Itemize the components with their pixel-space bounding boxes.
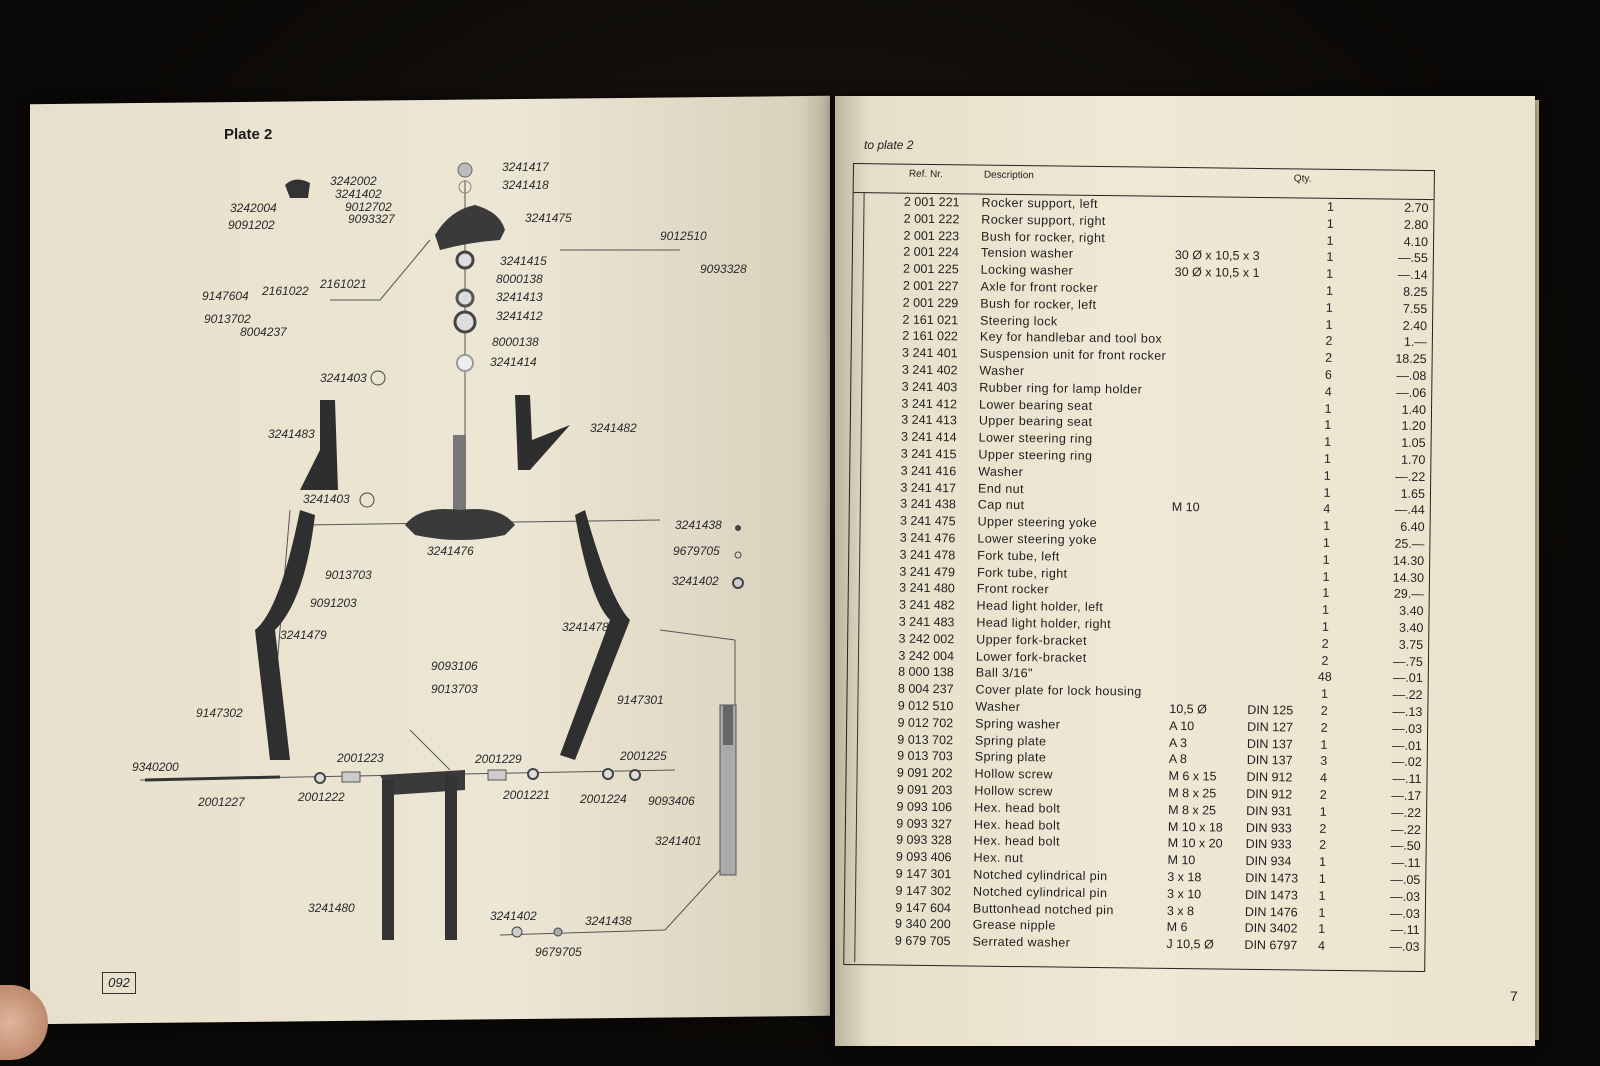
cell-din: DIN 137 [1246,753,1293,768]
cell-price: —.11 [1390,923,1420,938]
cell-desc: Rubber ring for lamp holder [979,380,1143,397]
cell-ref: 3 241 412 [901,396,958,411]
cell-desc: Ball 3/16" [975,665,1033,681]
cell-ref: 9 093 328 [896,832,952,848]
cell-price: —.01 [1392,671,1423,686]
cell-dim: M 6 [1166,920,1188,935]
cell-price: —.22 [1395,469,1426,484]
header-ref: Ref. Nr. [908,168,943,181]
part-label: 9679705 [673,544,720,558]
cell-desc: Notched cylindrical pin [973,867,1108,884]
cell-desc: Rocker support, right [981,212,1106,228]
cell-desc: Washer [979,363,1025,379]
cell-qty: 1 [1326,266,1334,282]
cell-desc: Rocker support, left [981,195,1098,211]
cell-price: —.75 [1392,654,1424,669]
cell-qty: 4 [1317,938,1326,954]
cell-desc: Hex. head bolt [973,817,1061,833]
part-label: 9093106 [431,659,478,673]
cell-ref: 3 241 483 [898,614,955,630]
cell-qty: 1 [1325,317,1333,332]
cell-ref: 2 001 225 [903,261,959,277]
cell-dim: M 8 x 25 [1168,802,1217,818]
cell-dim: A 3 [1168,735,1188,750]
cell-ref: 9 013 703 [897,748,953,764]
cell-din: DIN 933 [1245,820,1292,836]
cell-ref: 3 241 475 [899,513,956,529]
part-label: 3241478 [562,620,609,634]
cell-desc: Axle for front rocker [980,279,1099,296]
part-label: 2161022 [262,284,309,298]
cell-qty: 2 [1319,787,1327,802]
cell-din: DIN 3402 [1244,921,1298,936]
cell-price: 18.25 [1395,351,1427,367]
cell-din: DIN 1473 [1245,870,1299,886]
cell-din: DIN 912 [1246,770,1293,785]
cell-ref: 9 091 202 [896,765,953,781]
cell-desc: Lower steering ring [978,430,1093,447]
cell-qty: 2 [1325,334,1333,349]
cell-qty: 1 [1324,401,1332,416]
cell-qty: 1 [1326,233,1334,248]
cell-qty: 1 [1318,871,1326,886]
cell-price: —.01 [1391,738,1423,753]
part-label: 3241412 [496,309,543,323]
part-label: 2001221 [503,788,550,802]
cell-ref: 8 000 138 [898,664,954,680]
cell-ref: 3 241 438 [900,496,956,512]
part-label: 9340200 [132,760,179,774]
cell-qty: 1 [1326,199,1335,214]
cell-desc: Cap nut [977,497,1025,513]
part-label: 3241414 [490,355,537,369]
cell-price: —.03 [1389,906,1420,921]
cell-desc: Grease nipple [972,917,1056,933]
part-label: 3242002 [330,174,377,188]
cell-price: —.22 [1392,687,1423,703]
cell-desc: Buttonhead notched pin [972,901,1114,917]
cell-dim: M 10 x 20 [1167,836,1223,851]
cell-desc: Spring washer [975,716,1061,732]
cell-ref: 9 093 406 [895,849,952,865]
cell-qty: 2 [1319,821,1327,836]
cell-qty: 2 [1320,720,1328,735]
cell-ref: 9 012 702 [897,715,954,731]
cell-desc: Cover plate for lock housing [975,682,1142,699]
part-label: 3241402 [335,187,382,201]
cell-price: 3.75 [1398,637,1424,652]
cell-qty: 1 [1323,451,1331,466]
cell-price: 3.40 [1398,620,1424,636]
part-label: 2001225 [620,749,667,763]
cell-desc: Upper steering ring [978,447,1093,463]
part-label: 9093328 [700,262,747,276]
left-page-number: 092 [102,972,136,994]
cell-price: 2.80 [1403,217,1429,232]
cell-ref: 3 242 002 [898,631,955,647]
cell-price: —.02 [1391,755,1422,770]
cell-desc: Lower bearing seat [978,397,1093,413]
cell-din: DIN 931 [1246,803,1293,819]
cell-ref: 9 340 200 [895,916,951,932]
cell-din: DIN 934 [1245,854,1292,869]
cell-ref: 9 147 604 [895,900,951,915]
cell-qty: 1 [1318,922,1326,937]
cell-price: —.03 [1389,939,1420,955]
right-page-number: 7 [1510,988,1518,1004]
cell-price: 8.25 [1403,284,1428,300]
part-label: 2001223 [337,751,384,765]
cell-qty: 1 [1320,737,1328,752]
part-label: 3241402 [672,574,719,588]
part-label: 9012510 [660,229,707,243]
cell-ref: 9 093 106 [896,799,953,815]
part-label: 9093327 [348,212,395,226]
cell-price: 2.40 [1402,318,1428,333]
part-label: 3241413 [496,290,543,304]
cell-ref: 3 241 417 [900,480,957,495]
cell-dim: 3 x 8 [1166,903,1195,918]
cell-ref: 9 013 702 [897,732,954,747]
cell-desc: Lower fork-bracket [975,649,1087,665]
cell-desc: Head light holder, left [976,598,1104,615]
cell-ref: 3 241 416 [900,463,957,479]
cell-ref: 3 242 004 [898,648,955,663]
cell-ref: 8 004 237 [897,681,954,697]
cell-price: 1.40 [1401,402,1427,417]
cell-desc: Fork tube, left [977,548,1060,564]
cell-dim: M 10 [1171,500,1200,515]
part-label: 3241482 [590,421,637,435]
cell-ref: 9 147 302 [895,883,952,899]
cell-desc: Steering lock [980,313,1058,329]
cell-dim: M 10 x 18 [1167,819,1223,835]
part-label: 9013703 [431,682,478,696]
cell-desc: Upper fork-bracket [976,632,1087,648]
cell-desc: Lower steering yoke [977,531,1097,548]
cell-price: —.03 [1392,721,1423,736]
cell-ref: 2 001 227 [902,278,959,294]
cell-desc: Locking washer [980,262,1074,278]
cell-price: —.06 [1396,385,1427,400]
cell-dim: A 8 [1168,752,1187,767]
cell-desc: Washer [978,464,1024,479]
cell-ref: 9 679 705 [894,933,951,949]
cell-dim: M 6 x 15 [1168,769,1217,784]
cell-price: —.44 [1394,503,1425,518]
cell-qty: 4 [1323,502,1331,517]
cell-qty: 2 [1319,838,1327,853]
part-label: 3241401 [655,834,702,848]
cell-price: 1.— [1403,335,1427,350]
part-label: 3241479 [280,628,327,642]
part-label: 9147301 [617,693,664,707]
part-label: 3241438 [585,914,632,928]
cell-qty: 1 [1322,586,1330,601]
cell-qty: 1 [1324,418,1332,433]
cell-din: DIN 912 [1246,786,1293,802]
part-label: 9091203 [310,596,357,610]
cell-ref: 2 001 223 [903,228,960,243]
exploded-parts-diagram [120,150,820,1000]
cell-desc: Serrated washer [972,934,1071,950]
cell-desc: Hex. head bolt [974,800,1061,816]
part-label: 3241415 [500,254,547,268]
cell-price: 25.— [1394,536,1425,552]
cell-qty: 1 [1326,216,1334,231]
part-label: 3241403 [320,371,367,385]
cell-price: 2.70 [1404,200,1429,216]
cell-qty: 1 [1318,854,1327,870]
cell-desc: Upper bearing seat [978,413,1093,430]
cell-price: —.11 [1392,771,1422,787]
cell-qty: 1 [1325,300,1333,315]
cell-dim: 3 x 10 [1167,886,1202,902]
cell-ref: 9 147 301 [895,866,952,882]
cell-price: —.22 [1390,822,1421,837]
cell-price: —.11 [1391,855,1421,871]
cell-desc: Notched cylindrical pin [973,884,1108,900]
cell-price: —.08 [1396,368,1427,384]
cell-desc: Spring plate [974,733,1047,748]
cell-desc: Upper steering yoke [977,514,1098,531]
part-label: 3241480 [308,901,355,915]
part-label: 3241403 [303,492,350,506]
cell-price: 3.40 [1399,603,1424,619]
part-label: 9093406 [648,794,695,808]
cell-din: DIN 1476 [1244,904,1298,920]
cell-desc: Hex. head bolt [973,833,1061,849]
cell-ref: 3 241 479 [899,564,956,579]
part-label: 3241402 [490,909,537,923]
cell-price: —.13 [1392,704,1423,719]
cell-desc: Front rocker [976,581,1050,597]
part-label: 9012702 [345,200,392,214]
cell-qty: 1 [1322,552,1330,567]
cell-price: 14.30 [1392,553,1425,568]
cell-qty: 2 [1325,350,1333,366]
part-label: 2001229 [475,752,522,766]
part-label: 2001224 [580,792,627,806]
cell-price: —.55 [1397,251,1428,266]
cell-ref: 2 161 021 [902,312,959,327]
cell-ref: 3 241 402 [901,362,958,378]
cell-din: DIN 933 [1245,837,1292,852]
cell-qty: 48 [1317,670,1332,685]
cell-price: —.50 [1390,839,1421,854]
cell-desc: Tension washer [980,245,1074,262]
cell-ref: 9 093 327 [896,816,953,831]
cell-qty: 1 [1324,434,1332,450]
plate-title: Plate 2 [224,126,273,143]
part-label: 9091202 [228,218,275,232]
cell-qty: 1 [1323,485,1331,500]
cell-qty: 1 [1323,518,1331,534]
cell-qty: 2 [1321,636,1329,651]
cell-qty: 2 [1320,703,1328,718]
cell-price: 4.10 [1403,234,1429,249]
cell-dim: 30 Ø x 10,5 x 3 [1174,248,1260,264]
cell-din: DIN 127 [1247,719,1294,735]
cell-qty: 2 [1321,653,1329,668]
part-label: 8004237 [240,325,287,339]
part-label: 3241476 [427,544,474,558]
part-label: 9147604 [202,289,249,303]
part-label: 9013703 [325,568,372,582]
cell-qty: 4 [1319,770,1328,786]
cell-price: 14.30 [1392,570,1425,585]
cell-ref: 2 161 022 [902,329,958,344]
cell-qty: 1 [1325,283,1334,298]
cell-qty: 1 [1323,468,1331,483]
cell-price: —.22 [1391,805,1422,820]
part-label: 9679705 [535,945,582,959]
parts-table [843,163,1435,972]
cell-desc: Hollow screw [974,766,1054,782]
cell-desc: End nut [977,481,1025,496]
cell-qty: 1 [1318,888,1326,903]
cell-dim: 10,5 Ø [1169,701,1207,717]
cell-ref: 3 241 480 [899,580,955,596]
cell-ref: 3 241 415 [900,446,957,462]
part-label: 3241483 [268,427,315,441]
cell-price: —.14 [1397,267,1428,283]
table-heading: to plate 2 [864,138,914,152]
cell-qty: 1 [1326,250,1334,265]
cell-din: DIN 1473 [1245,887,1298,903]
cell-dim: 3 x 18 [1167,869,1202,885]
cell-qty: 1 [1318,905,1326,920]
part-label: 3242004 [230,201,277,215]
cell-qty: 3 [1320,754,1328,769]
cell-ref: 3 241 413 [901,412,957,428]
cell-qty: 4 [1324,384,1332,399]
part-label: 2001222 [298,790,345,804]
part-label: 3241417 [502,160,549,174]
cell-desc: Hex. nut [973,850,1024,866]
cell-price: 29.— [1393,587,1424,602]
cell-ref: 3 241 478 [899,547,956,563]
cell-ref: 2 001 224 [903,245,959,260]
cell-qty: 1 [1322,535,1330,550]
cell-dim: M 10 [1167,853,1196,868]
cell-desc: Fork tube, right [976,565,1068,581]
cell-din: DIN 137 [1246,736,1293,752]
cell-desc: Washer [975,699,1021,715]
cell-price: 1.05 [1401,435,1426,451]
cell-desc: Bush for rocker, left [980,296,1097,312]
part-label: 9147302 [196,706,243,720]
cell-qty: 1 [1321,619,1329,634]
header-qty: Qty. [1293,173,1312,185]
cell-ref: 3 241 401 [901,345,958,361]
cell-ref: 2 001 222 [903,211,960,227]
header-description: Description [983,169,1034,182]
part-label: 3241475 [525,211,572,225]
cell-qty: 1 [1319,804,1327,819]
cell-din: DIN 125 [1247,702,1294,718]
cell-price: 1.65 [1400,486,1426,501]
cell-price: —.03 [1390,889,1421,904]
part-label: 2001227 [198,795,245,809]
cell-dim: A 10 [1169,718,1195,734]
cell-price: —.17 [1391,788,1422,803]
cell-ref: 3 241 414 [900,429,957,445]
part-label: 2161021 [320,277,367,291]
cell-din: DIN 6797 [1244,938,1298,953]
cell-price: 6.40 [1400,519,1425,535]
cell-desc: Suspension unit for front rocker [979,346,1167,364]
cell-price: —.05 [1390,872,1421,887]
cell-qty: 1 [1322,569,1330,584]
part-label: 8000138 [492,335,539,349]
cell-price: 1.20 [1401,419,1426,434]
cell-desc: Key for handlebar and tool box [979,329,1163,347]
cell-price: 1.70 [1400,452,1426,468]
cell-dim: M 8 x 25 [1168,785,1217,801]
cell-desc: Spring plate [974,749,1047,765]
cell-desc: Hollow screw [974,783,1053,799]
cell-ref: 9 012 510 [897,698,954,714]
cell-ref: 2 001 229 [902,295,959,311]
cell-ref: 3 241 403 [901,379,958,395]
cell-desc: Bush for rocker, right [981,229,1106,245]
part-label: 3241418 [502,178,549,192]
cell-ref: 2 001 221 [903,194,960,210]
cell-dim: 30 Ø x 10,5 x 1 [1174,265,1260,281]
cell-qty: 6 [1324,367,1333,382]
cell-desc: Head light holder, right [976,615,1112,632]
cell-qty: 1 [1322,602,1330,618]
cell-ref: 9 091 203 [896,782,953,798]
cell-price: 7.55 [1402,301,1428,316]
cell-qty: 1 [1320,686,1329,702]
part-label: 3241438 [675,518,722,532]
cell-ref: 3 241 476 [899,530,956,546]
part-label: 8000138 [496,272,543,286]
cell-dim: J 10,5 Ø [1166,937,1214,952]
part-label: 9013702 [204,312,251,326]
cell-ref: 3 241 482 [898,597,955,613]
